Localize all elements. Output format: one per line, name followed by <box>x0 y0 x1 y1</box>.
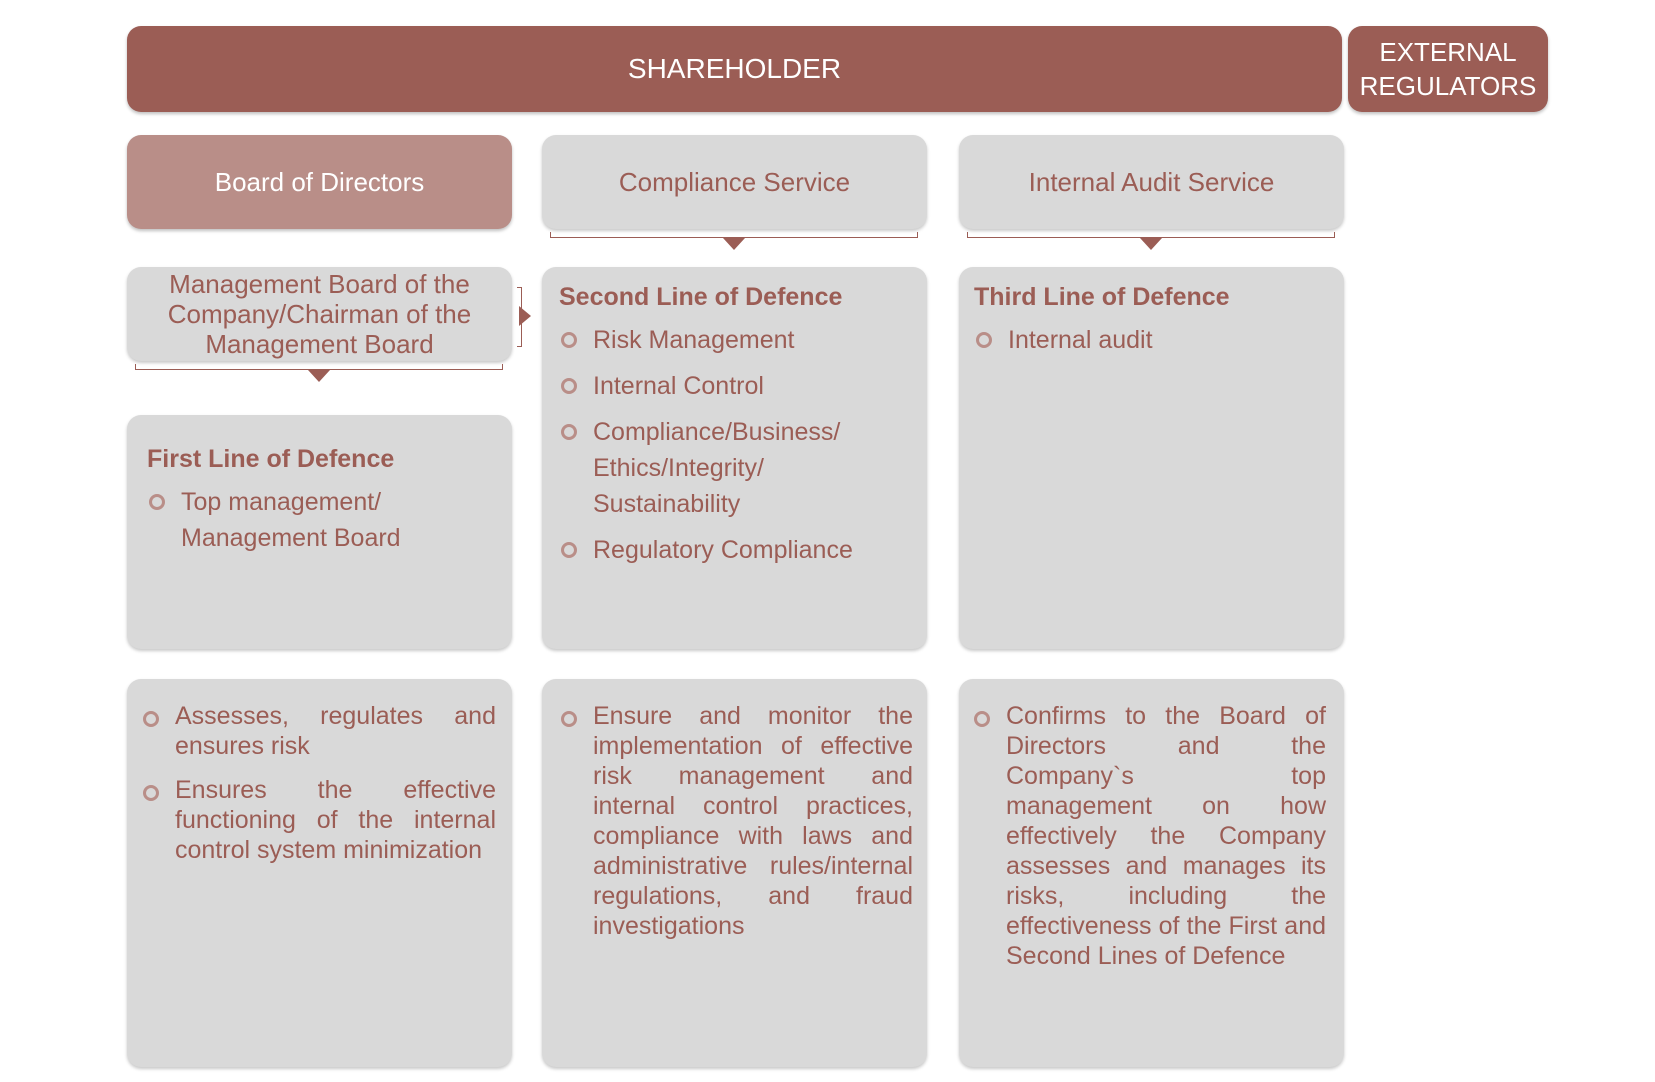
list-item: Regulatory Compliance <box>559 532 911 568</box>
third-line-title: Third Line of Defence <box>974 283 1230 311</box>
compliance-service-box <box>542 135 927 229</box>
board-of-directors-box <box>127 135 512 229</box>
list-item: Confirms to the Board of Directors and the Company`s top management on how effectively the Company assesses and manages its risks, including the effectiveness of the First and Second Lines of Defence <box>972 701 1326 971</box>
external-regulators-box <box>1348 26 1548 112</box>
third-line-description-list <box>972 701 1326 971</box>
shareholder-label: SHAREHOLDER <box>627 53 842 84</box>
first-line-box <box>127 415 512 649</box>
list-item: Ensure and monitor the implementation of effective risk management and internal control practices, compliance with laws and administrative rules/internal regulations, and fraud investigations <box>559 701 913 941</box>
internal-audit-service-box <box>959 135 1344 229</box>
list-item: Assesses, regulates and ensures risk <box>141 701 496 761</box>
first-line-description-box <box>127 679 512 1067</box>
second-line-list <box>559 322 911 568</box>
management-board-label: Management Board of the Company/Chairman of the Management Board <box>167 269 472 359</box>
list-item: Internal audit <box>974 322 1328 358</box>
audit-down-arrow <box>1140 238 1162 250</box>
second-line-box <box>542 267 927 649</box>
second-line-description-list <box>559 701 913 941</box>
third-line-list <box>974 322 1328 358</box>
compliance-down-arrow <box>723 238 745 250</box>
second-line-description-box <box>542 679 927 1067</box>
list-item: Ensures the effective functioning of the internal control system minimization <box>141 775 496 865</box>
first-line-title: First Line of Defence <box>147 445 395 473</box>
third-line-box <box>959 267 1344 649</box>
management-down-arrow <box>308 370 330 382</box>
second-line-title: Second Line of Defence <box>559 283 843 311</box>
external-regulators-label: EXTERNAL REGULATORS <box>1359 37 1537 101</box>
list-item: Risk Management <box>559 322 911 358</box>
first-line-description-list <box>141 701 496 865</box>
third-line-description-box <box>959 679 1344 1067</box>
management-board-box <box>127 267 512 361</box>
shareholder-box <box>127 26 1342 112</box>
first-line-list <box>147 484 492 556</box>
internal-audit-service-label: Internal Audit Service <box>1028 166 1275 197</box>
right-arrow <box>519 306 531 326</box>
compliance-service-label: Compliance Service <box>618 166 851 197</box>
list-item: Internal Control <box>559 368 911 404</box>
board-of-directors-label: Board of Directors <box>214 166 425 197</box>
list-item: Compliance/Business/ Ethics/Integrity/ Sustainability <box>559 414 911 522</box>
list-item: Top management/ Management Board <box>147 484 492 556</box>
